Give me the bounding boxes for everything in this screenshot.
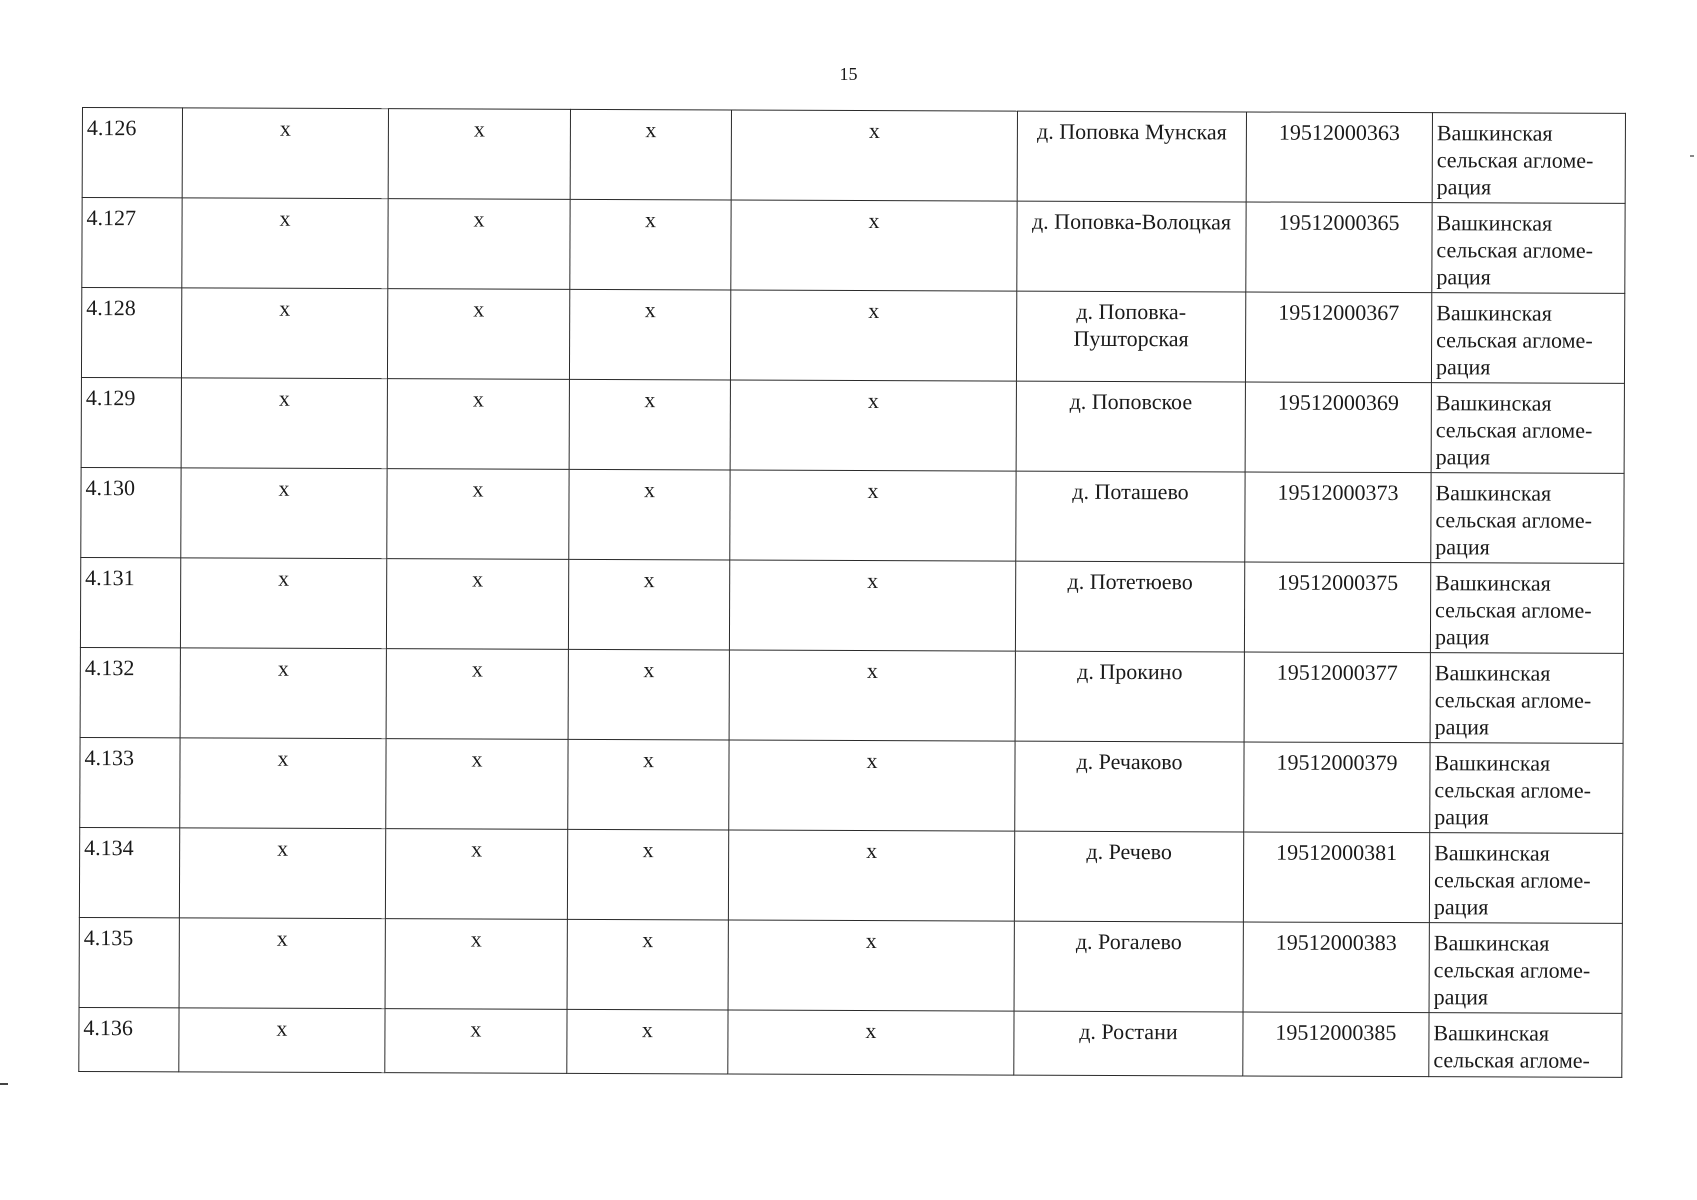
cell-x: x bbox=[728, 920, 1014, 1011]
cell-x: x bbox=[388, 199, 570, 290]
cell-x: x bbox=[387, 469, 569, 560]
cell-x: x bbox=[569, 379, 730, 470]
table-row bbox=[81, 467, 1624, 563]
cell-x: x bbox=[180, 648, 386, 739]
cell-x: x bbox=[567, 1009, 728, 1074]
row-number: 4.127 bbox=[82, 198, 182, 288]
cell-x: x bbox=[182, 198, 388, 289]
row-number: 4.133 bbox=[80, 737, 180, 827]
oktmo-code: 19512000365 bbox=[1246, 202, 1432, 293]
cell-x: x bbox=[730, 290, 1016, 381]
agglomeration-name: Вашкинская сельская агломе-рация bbox=[1429, 833, 1622, 924]
oktmo-code: 19512000383 bbox=[1243, 922, 1429, 1013]
agglomeration-name: Вашкинская сельская агломе-рация bbox=[1431, 293, 1624, 384]
row-number: 4.129 bbox=[81, 377, 181, 467]
cell-x: x bbox=[385, 1009, 567, 1074]
row-number: 4.131 bbox=[80, 557, 180, 647]
cell-x: x bbox=[387, 379, 569, 470]
cell-x: x bbox=[729, 560, 1015, 651]
cell-x: x bbox=[728, 1010, 1014, 1075]
scan-mark bbox=[0, 1083, 8, 1085]
row-number: 4.128 bbox=[81, 288, 181, 378]
settlements-table bbox=[78, 107, 1626, 1078]
cell-x: x bbox=[385, 919, 567, 1010]
locality-name: д. Поповка-Пушторская bbox=[1016, 291, 1245, 382]
locality-name: д. Ростани bbox=[1014, 1011, 1243, 1076]
agglomeration-name: Вашкинская сельская агломе-рация bbox=[1429, 923, 1622, 1014]
oktmo-code: 19512000367 bbox=[1245, 292, 1431, 383]
table-row bbox=[79, 917, 1622, 1013]
row-number: 4.132 bbox=[80, 647, 180, 737]
table-body bbox=[79, 108, 1626, 1078]
row-number: 4.126 bbox=[82, 108, 182, 198]
cell-x: x bbox=[729, 740, 1015, 831]
scan-mark bbox=[1690, 155, 1694, 157]
cell-x: x bbox=[385, 829, 567, 920]
table-row bbox=[81, 377, 1624, 473]
agglomeration-name: Вашкинская сельская агломе-рация bbox=[1430, 653, 1623, 744]
oktmo-code: 19512000385 bbox=[1243, 1012, 1429, 1077]
table-row bbox=[81, 288, 1624, 384]
table-row bbox=[82, 108, 1625, 204]
row-number: 4.130 bbox=[81, 467, 181, 557]
cell-x: x bbox=[568, 649, 729, 740]
cell-x: x bbox=[731, 110, 1017, 201]
table-row bbox=[80, 647, 1623, 743]
cell-x: x bbox=[386, 739, 568, 830]
oktmo-code: 19512000381 bbox=[1243, 832, 1429, 923]
agglomeration-name: Вашкинская сельская агломе-рация bbox=[1430, 743, 1623, 834]
cell-x: x bbox=[730, 470, 1016, 561]
oktmo-code: 19512000373 bbox=[1245, 472, 1431, 563]
cell-x: x bbox=[179, 918, 385, 1009]
table-row bbox=[82, 198, 1625, 294]
agglomeration-name: Вашкинская сельская агломе-рация bbox=[1430, 563, 1623, 654]
cell-x: x bbox=[730, 380, 1016, 471]
oktmo-code: 19512000379 bbox=[1244, 742, 1430, 833]
page-number: 15 bbox=[839, 64, 858, 84]
cell-x: x bbox=[179, 1008, 385, 1073]
locality-name: д. Поповка-Волоцкая bbox=[1017, 201, 1246, 292]
locality-name: д. Потетюево bbox=[1015, 561, 1244, 652]
cell-x: x bbox=[386, 649, 568, 740]
row-number: 4.136 bbox=[79, 1007, 179, 1071]
agglomeration-name: Вашкинская сельская агломе- bbox=[1429, 1013, 1622, 1078]
cell-x: x bbox=[567, 829, 728, 920]
cell-x: x bbox=[568, 739, 729, 830]
cell-x: x bbox=[180, 738, 386, 829]
locality-name: д. Поповка Мунская bbox=[1017, 111, 1246, 202]
cell-x: x bbox=[729, 650, 1015, 741]
cell-x: x bbox=[569, 289, 730, 380]
locality-name: д. Речево bbox=[1014, 831, 1243, 922]
table-row bbox=[79, 1007, 1622, 1077]
cell-x: x bbox=[179, 828, 385, 919]
locality-name: д. Рогалево bbox=[1014, 921, 1243, 1012]
cell-x: x bbox=[180, 558, 386, 649]
cell-x: x bbox=[182, 108, 388, 199]
oktmo-code: 19512000375 bbox=[1244, 562, 1430, 653]
agglomeration-name: Вашкинская сельская агломе-рация bbox=[1432, 113, 1625, 204]
table-row bbox=[80, 737, 1623, 833]
cell-x: x bbox=[386, 559, 568, 650]
agglomeration-name: Вашкинская сельская агломе-рация bbox=[1432, 203, 1625, 294]
row-number: 4.134 bbox=[79, 827, 179, 917]
cell-x: x bbox=[387, 289, 569, 380]
cell-x: x bbox=[731, 200, 1017, 291]
oktmo-code: 19512000369 bbox=[1245, 382, 1431, 473]
locality-name: д. Прокино bbox=[1015, 651, 1244, 742]
cell-x: x bbox=[567, 919, 728, 1010]
cell-x: x bbox=[181, 288, 387, 379]
cell-x: x bbox=[570, 109, 731, 200]
oktmo-code: 19512000377 bbox=[1244, 652, 1430, 743]
cell-x: x bbox=[568, 559, 729, 650]
cell-x: x bbox=[570, 199, 731, 290]
locality-name: д. Речаково bbox=[1015, 741, 1244, 832]
table-row bbox=[80, 557, 1623, 653]
locality-name: д. Поташево bbox=[1016, 471, 1245, 562]
oktmo-code: 19512000363 bbox=[1246, 112, 1432, 203]
locality-name: д. Поповское bbox=[1016, 381, 1245, 472]
table-row bbox=[79, 827, 1622, 923]
cell-x: x bbox=[181, 378, 387, 469]
agglomeration-name: Вашкинская сельская агломе-рация bbox=[1431, 383, 1624, 474]
cell-x: x bbox=[181, 468, 387, 559]
cell-x: x bbox=[728, 830, 1014, 921]
row-number: 4.135 bbox=[79, 917, 179, 1007]
agglomeration-name: Вашкинская сельская агломе-рация bbox=[1431, 473, 1624, 564]
cell-x: x bbox=[388, 109, 570, 200]
cell-x: x bbox=[569, 469, 730, 560]
